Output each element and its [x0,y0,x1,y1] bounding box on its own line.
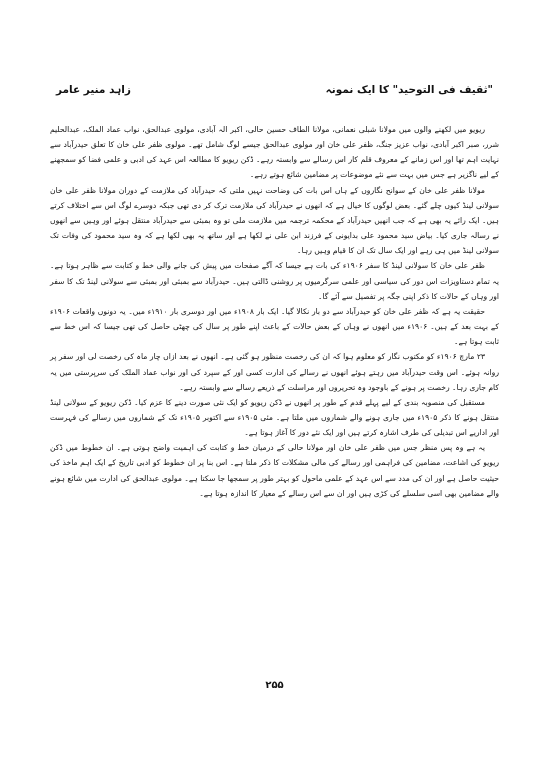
running-header [56,84,493,100]
main-text [50,122,499,501]
paragraph: یہ ہے وہ پس منظر جس میں ظفر علی خان اور مولانا حالی کے درمیان خط و کتابت کی اہمیت واضح ہوتی ہے۔ ان خطوط میں ڈکن ریویو کی اشاعت، مضامین کی فراہمی اور رسالے کی مالی مشکلات کا ذکر ملتا ہے۔ اس بنا پر ان خطوط کو ادبی تاریخ کے ایک اہم ماخذ کی حیثیت حاصل ہے اور ان کی مدد سے اس عہد کے علمی ماحول کو بہتر طور پر سمجھا جا سکتا ہے۔ مولوی عبدالحق کی ادارت میں شائع ہونے والے مضامین بھی اسی سلسلے کی کڑی ہیں اور ان سے اس رسالے کے معیار کا اندازہ ہوتا ہے۔ [50,443,499,498]
paragraph: ظفر علی خان کا سولانی لینڈ کا سفر ۱۹۰۶ء کی بات ہے جیسا کہ آگے صفحات میں پیش کی جانے والی خط و کتابت سے ظاہر ہوتا ہے۔ یہ تمام دستاویزات اس دور کی سیاسی اور علمی سرگرمیوں پر روشنی ڈالتی ہیں۔ حیدرآباد سے بمبئی اور بمبئی سے سولانی لینڈ تک کا سفر اور وہاں کے حالات کا ذکر اپنی جگہ پر تفصیل سے آئے گا۔ [50,261,499,301]
paragraph: مولانا ظفر علی خان کے سوانح نگاروں کے ہاں اس بات کی وضاحت نہیں ملتی کہ حیدرآباد کی ملازمت کے دوران مولانا ظفر علی خان سولانی لینڈ کیوں چلے گئے۔ بعض لوگوں کا خیال ہے کہ انھوں نے حیدرآباد کی ملازمت ترک کر دی تھی جبکہ دوسرے لوگ اس سے اختلاف کرتے ہیں۔ ایک رائے یہ بھی ہے کہ جب انھیں حیدرآباد کے محکمہ ترجمہ میں ملازمت ملی تو وہ بمبئی سے حیدرآباد منتقل ہوئے اور وہیں سے انھوں نے رسالہ جاری کیا۔ بیاض سید محمود علی بدایونی کے فرزند ابن علی نے لکھا ہے اور ساتھ یہ بھی لکھا ہے کہ وہ سید محمود کی وفات تک سولانی لینڈ میں ہی رہے اور ایک سال تک ان کا قیام وہیں رہا۔ [50,185,499,256]
paragraph: حقیقت یہ ہے کہ ظفر علی خان کو حیدرآباد سے دو بار نکالا گیا۔ ایک بار ۱۹۰۸ء میں اور دوسری بار ۱۹۱۰ء میں۔ یہ دونوں واقعات ۱۹۰۶ء کے بہت بعد کے ہیں۔ ۱۹۰۶ء میں انھوں نے وہاں کے بعض حالات کے باعث اپنے طور پر سال کی چھٹی حاصل کی تھی جیسا کہ اس خط سے ثابت ہوتا ہے۔ [50,306,499,347]
page-number: ۲۵۵ [265,680,284,691]
paragraph: ۲۳ مارچ ۱۹۰۶ء کو مکتوب نگار کو معلوم ہوا کہ ان کی رخصت منظور ہو گئی ہے۔ انھوں نے بعد ازاں چار ماہ کی رخصت لی اور سفر پر روانہ ہوئے۔ اس وقت حیدرآباد میں رہتے ہوئے انھوں نے رسالے کی ادارت کسی اور کے سپرد کی اور نواب عماد الملک کی سرپرستی میں یہ کام جاری رہا۔ رخصت پر ہونے کے باوجود وہ تحریروں اور مراسلت کے ذریعے رسالے سے وابستہ رہے۔ [50,352,499,392]
header-author: زاہد منیر عامر [56,84,131,96]
paragraph: مستقبل کی منصوبہ بندی کے لیے پہلے قدم کے طور پر انھوں نے ڈکن ریویو کو ایک نئی صورت دینے کا عزم کیا۔ ڈکن ریویو کے سولانی لینڈ منتقل ہونے کا ذکر ۱۹۰۵ء میں جاری ہونے والے شماروں میں ملتا ہے۔ مئی ۱۹۰۵ء سے اکتوبر ۱۹۰۵ء تک کے شماروں میں رسالے کی فہرست اور اداریے اس تبدیلی کی طرف اشارہ کرتے ہیں اور ایک نئے دور کا آغاز ہوتا ہے۔ [50,397,499,438]
paragraph: ریویو میں لکھنے والوں میں مولانا شبلی نعمانی، مولانا الطاف حسین حالی، اکبر الہ آبادی، مولوی عبدالحق، نواب عماد الملک، عبدالحلیم شرر، صبر اکبر آبادی، نواب عزیز جنگ، ظفر علی خان اور مولوی عبدالحق جیسے لوگ شامل تھے۔ مولوی ظفر علی خان کا تعلق حیدرآباد سے نہایت اہم تھا اور اس زمانے کے معروف قلم کار اس رسالے سے وابستہ رہے۔ ڈکن ریویو کا مطالعہ اس عہد کی ادبی و علمی فضا کو سمجھنے کے لیے ناگزیر ہے جس میں بہت سے نئے موضوعات پر مضامین شائع ہوتے رہے۔ [50,125,499,180]
header-title: "ثقیف فی التوحید" کا ایک نمونہ [325,84,493,96]
